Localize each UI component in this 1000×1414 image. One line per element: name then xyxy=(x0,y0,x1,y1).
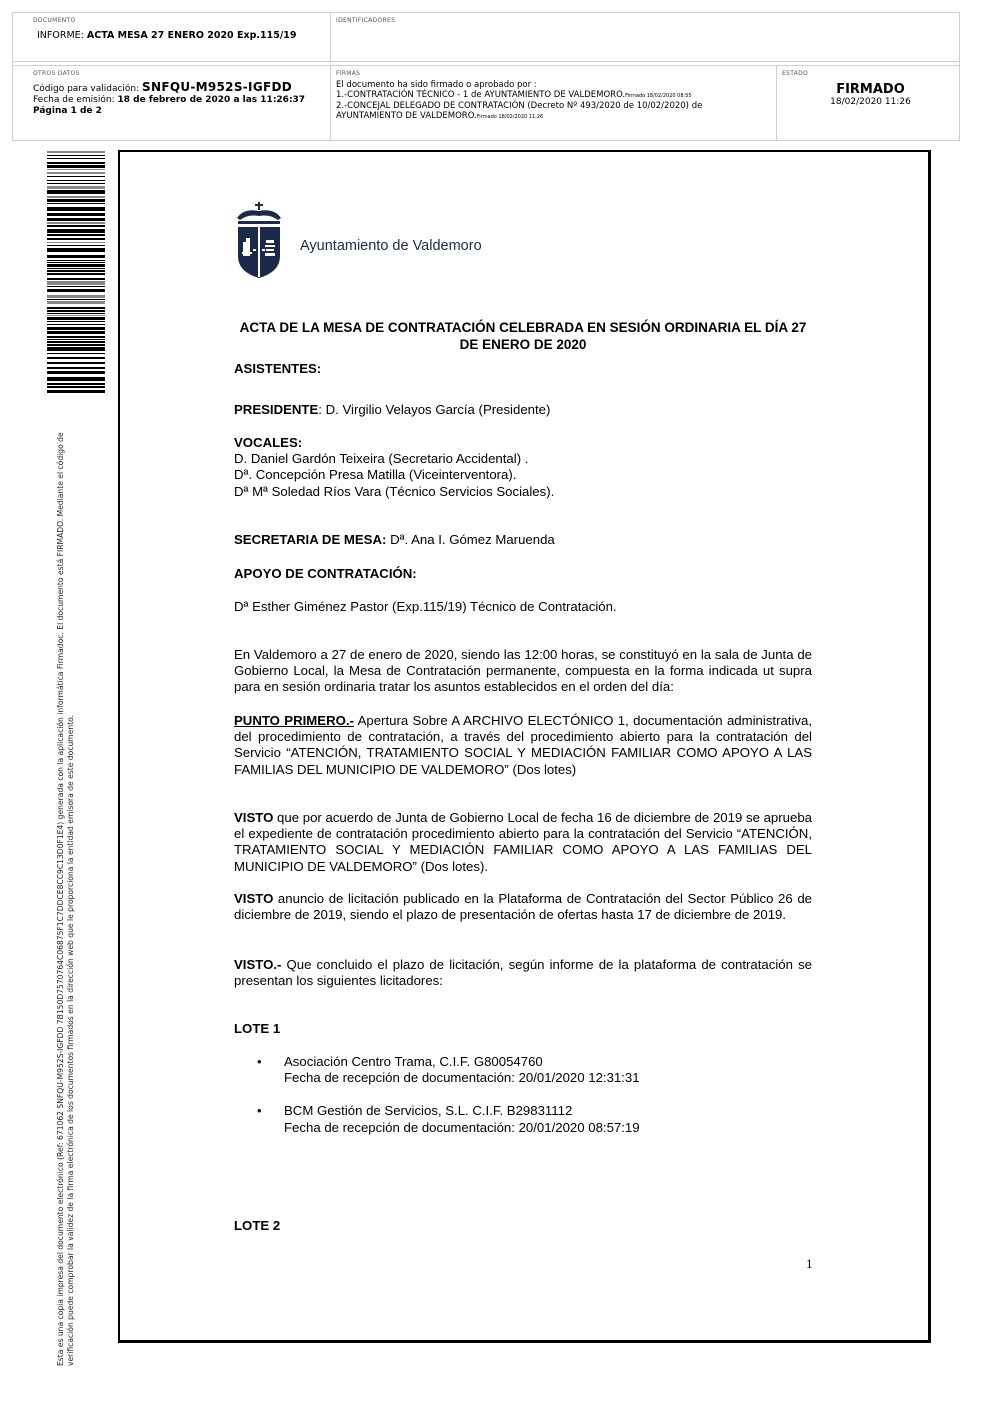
page-count: Página 1 de 2 xyxy=(33,106,102,116)
apoyo-line: Dª Esther Giménez Pastor (Exp.115/19) Técnico de Contratación. xyxy=(234,599,617,614)
barcode-stripe xyxy=(47,390,105,393)
barcode-stripe xyxy=(47,281,105,285)
barcode-stripe xyxy=(47,313,105,314)
barcode-stripe xyxy=(47,264,105,267)
estado-label: ESTADO xyxy=(782,70,809,77)
vocal-item: Dª Mª Soledad Ríos Vara (Técnico Servicios Sociales). xyxy=(234,483,555,499)
lote-1-list xyxy=(234,1054,812,1153)
firma-1: 1.-CONTRATACIÓN TÉCNICO - 1 de AYUNTAMIENTO DE VALDEMORO.Firmado 18/02/2020 08:55 xyxy=(336,90,692,100)
barcode-stripe xyxy=(47,339,105,340)
barcode-stripe xyxy=(47,186,105,189)
firmas-intro: El documento ha sido firmado o aprobado por : xyxy=(336,80,537,90)
barcode-stripe xyxy=(47,315,105,316)
emission-date: Fecha de emisión: 18 de febrero de 2020 a las 11:26:37 xyxy=(33,95,306,105)
identificadores-label: IDENTIFICADORES xyxy=(336,17,396,24)
list-item: • BCM Gestión de Servicios, S.L. C.I.F. B29831112 Fecha de recepción de documentación: 20/01/2020 08:57:19 xyxy=(234,1103,812,1135)
vocal-item: D. Daniel Gardón Teixeira (Secretario Accidental) . xyxy=(234,451,529,467)
barcode-stripe xyxy=(47,180,105,181)
barcode-stripe xyxy=(47,331,105,334)
barcode xyxy=(47,151,105,394)
status-date: 18/02/2020 11:26 xyxy=(830,97,911,107)
barcode-stripe xyxy=(47,207,105,211)
visto-2-paragraph: VISTO anuncio de licitación publicado en la Plataforma de Contratación del Sector Público 26 de diciembre de 2019, siendo el plazo de presentación de ofertas hasta 17 de diciembre de 2019. xyxy=(234,891,812,923)
barcode-stripe xyxy=(47,367,105,369)
barcode-stripe xyxy=(47,299,105,300)
validation-code: Código para validación: SNFQU-M952S-IGFDD xyxy=(33,80,292,94)
organization-name: Ayuntamiento de Valdemoro xyxy=(300,238,482,254)
barcode-stripe xyxy=(47,151,105,153)
otros-datos-cell xyxy=(13,66,330,140)
barcode-stripe xyxy=(47,169,105,170)
barcode-stripe xyxy=(47,362,105,364)
barcode-stripe xyxy=(47,321,105,322)
barcode-stripe xyxy=(47,270,105,272)
side-text-line-1: Esta es una copia impresa del documento electrónico (Ref: 671062 SNFQU-M952S-IGFDD 7B150D7570764C06875F1C7DDCE8CC9C13D0F1E4) generada con la aplicación informática Firmadoc. El documento está FIRMADO. Mediante el código de xyxy=(56,432,65,1366)
documento-cell xyxy=(13,13,330,61)
barcode-stripe xyxy=(47,262,105,263)
barcode-stripe xyxy=(47,317,105,320)
apoyo-heading: APOYO DE CONTRATACIÓN: xyxy=(234,566,417,581)
documento-title: INFORME: ACTA MESA 27 ENERO 2020 Exp.115/19 xyxy=(37,30,297,41)
barcode-stripe xyxy=(47,357,105,359)
barcode-stripe xyxy=(47,183,105,184)
barcode-stripe xyxy=(47,383,105,385)
barcode-stripe xyxy=(47,234,105,236)
barcode-stripe xyxy=(47,324,105,325)
lote-1-heading: LOTE 1 xyxy=(234,1021,281,1036)
validation-code-value: SNFQU-M952S-IGFDD xyxy=(142,80,292,94)
identificadores-cell xyxy=(330,13,959,61)
barcode-stripe xyxy=(47,242,105,243)
barcode-stripe xyxy=(47,196,105,198)
barcode-stripe xyxy=(47,286,105,287)
coat-of-arms-logo-icon xyxy=(234,200,284,280)
barcode-stripe xyxy=(47,213,105,216)
side-text-line-2: verificación puede comprobar la validez de la firma electrónica de los documentos firmados en la dirección web que le proporciona la entidad emisora de este documento. xyxy=(65,714,75,1366)
barcode-stripe xyxy=(47,344,105,346)
vocales-heading: VOCALES: xyxy=(234,435,303,450)
status-badge: FIRMADO xyxy=(836,82,905,97)
barcode-stripe xyxy=(47,255,105,258)
barcode-stripe xyxy=(47,347,105,351)
barcode-stripe xyxy=(47,176,105,177)
barcode-stripe xyxy=(47,307,105,309)
barcode-stripe xyxy=(47,260,105,261)
otros-datos-label: OTROS DATOS xyxy=(33,70,80,77)
barcode-stripe xyxy=(47,289,105,292)
barcode-stripe xyxy=(47,218,105,221)
barcode-stripe xyxy=(47,165,105,168)
barcode-stripe xyxy=(47,278,105,280)
barcode-stripe xyxy=(47,295,105,298)
barcode-stripe xyxy=(47,225,105,227)
barcode-stripe xyxy=(47,273,105,275)
barcode-stripe xyxy=(47,371,105,374)
barcode-stripe xyxy=(47,310,105,312)
verification-side-text xyxy=(56,426,75,1366)
vocales-section xyxy=(234,435,812,500)
secretaria-line: SECRETARIA DE MESA: Dª. Ana I. Gómez Maruenda xyxy=(234,532,555,547)
barcode-stripe xyxy=(47,248,105,252)
document-title: ACTA DE LA MESA DE CONTRATACIÓN CELEBRADA EN SESIÓN ORDINARIA EL DÍA 27 DE ENERO DE 2020 xyxy=(239,320,807,352)
document-header xyxy=(12,12,960,141)
barcode-stripe xyxy=(47,268,105,269)
barcode-stripe xyxy=(47,386,105,388)
barcode-stripe xyxy=(47,190,105,194)
lote-2-heading: LOTE 2 xyxy=(234,1218,281,1233)
barcode-stripe xyxy=(47,222,105,224)
barcode-stripe xyxy=(47,229,105,233)
intro-paragraph: En Valdemoro a 27 de enero de 2020, siendo las 12:00 horas, se constituyó en la sala de Junta de Gobierno Local, la Mesa de Contratación permanente, compuesta en la forma indicada ut supra para en sesión ordinaria tratar los asuntos establecidos en el orden del día: xyxy=(234,647,812,695)
firmas-cell xyxy=(330,66,776,140)
barcode-stripe xyxy=(47,172,105,174)
barcode-stripe xyxy=(47,377,105,381)
vocal-item: Dª. Concepción Presa Matilla (Viceinterventora). xyxy=(234,467,517,483)
visto-1-paragraph: VISTO que por acuerdo de Junta de Gobierno Local de fecha 16 de diciembre de 2019 se aprueba el expediente de contratación procedimiento abierto para la contratación del Servicio “ATENCIÓN, TRATAMIENTO SOCIAL Y MEDIACIÓN FAMILIAR COMO APOYO A LAS FAMILIAS DEL MUNICIPIO DE VALDEMORO” (Dos lotes). xyxy=(234,810,812,874)
barcode-stripe xyxy=(47,301,105,304)
estado-cell xyxy=(776,66,959,140)
firma-2-line2: AYUNTAMIENTO DE VALDEMORO.Firmado 18/02/2020 11:26 xyxy=(336,111,544,121)
barcode-stripe xyxy=(47,158,105,159)
documento-label: DOCUMENTO xyxy=(33,17,76,24)
firma-2-line1: 2.-CONCEJAL DELEGADO DE CONTRATACIÓN (Decreto Nº 493/2020 de 10/02/2020) de xyxy=(336,101,703,111)
barcode-stripe xyxy=(47,327,105,330)
list-item: • Asociación Centro Trama, C.I.F. G80054760 Fecha de recepción de documentación: 20/01/2020 12:31:31 xyxy=(234,1054,812,1086)
page-number: 1 xyxy=(806,1256,813,1271)
barcode-stripe xyxy=(47,203,105,204)
barcode-stripe xyxy=(47,238,105,240)
barcode-stripe xyxy=(47,199,105,202)
punto-primero-paragraph: PUNTO PRIMERO.- Apertura Sobre A ARCHIVO ELECTÓNICO 1, documentación administrativa, del procedimiento de contratación, a través del procedimiento abierto para la contratación del Servicio “ATENCIÓN, TRATAMIENTO SOCIAL Y MEDIACIÓN FAMILIAR COMO APOYO A LAS FAMILIAS DEL MUNICIPIO DE VALDEMORO” (Dos lotes) xyxy=(234,713,812,777)
presidente-line: PRESIDENTE: D. Virgilio Velayos García (Presidente) xyxy=(234,402,551,417)
barcode-stripe xyxy=(47,341,105,343)
barcode-stripe xyxy=(47,162,105,164)
visto-3-paragraph: VISTO.- Que concluido el plazo de licitación, según informe de la plataforma de contratación se presentan los siguientes licitadores: xyxy=(234,957,812,989)
firmas-label: FIRMAS xyxy=(336,70,361,77)
barcode-stripe xyxy=(47,155,105,156)
barcode-stripe xyxy=(47,336,105,338)
barcode-stripe xyxy=(47,245,105,246)
barcode-stripe xyxy=(47,353,105,354)
asistentes-heading: ASISTENTES: xyxy=(234,361,322,376)
